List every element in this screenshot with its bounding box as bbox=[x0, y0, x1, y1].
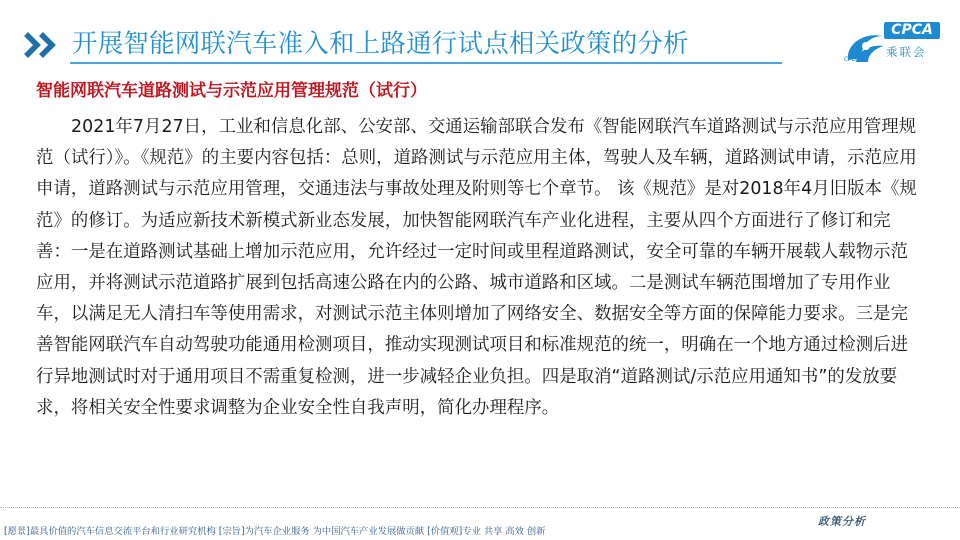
title-underline bbox=[70, 62, 782, 64]
page-title: 开展智能网联汽车准入和上路通行试点相关政策的分析 bbox=[72, 29, 689, 59]
logo-text: CPCA bbox=[884, 22, 940, 39]
logo-cn: 乘联会 bbox=[886, 45, 927, 59]
section-subtitle: 智能网联汽车道路测试与示范应用管理规范（试行） bbox=[36, 81, 427, 101]
footer-section-tag: 政策分析 bbox=[818, 515, 866, 528]
logo-small: CPDA bbox=[844, 56, 861, 63]
body-paragraph: 2021年7月27日，工业和信息化部、公安部、交通运输部联合发布《智能网联汽车道路测试与示范应用管理规范（试行）》。《规范》的主要内容包括：总则，道路测试与示范应用主体，驾驶人及车辆，道路测试申请，示范应用申请，道路测试与示范应用管理，交通违法与事故处理及附则等七个章节。 该《规范》是对2018年4月旧版本《规范》的修订。为适应新技术新模式新业态发展，加快智能网联汽车产业化进程，主要从四个方面进行了修订和完善：一是在道路测试基础上增加示范应用，允许经过一定时间或里程道路测试，安全可靠的车辆开展载人载物示范应用，并将测试示范道路扩展到包括高速公路在内的公路、城市道路和区域。二是测试车辆范围增加了专用作业车，以满足无人清扫车等使用需求，对测试示范主体则增加了网络安全、数据安全等方面的保障能力要求。三是完善智能网联汽车自动驾驶功能通用检测项目，推动实现测试项目和标准规范的统一，明确在一个地方通过检测后进行异地测试时对于通用项目不需重复检测，进一步减轻企业负担。四是取消“道路测试/示范应用通知书”的发放要求，将相关安全性要求调整为企业安全性自我声明，简化办理程序。 bbox=[36, 117, 917, 418]
footer-mission-text: [愿景]最具价值的汽车信息交流平台和行业研究机构 [宗旨]为汽车企业服务 为中国汽车产业发展做贡献 [价值观]专业 共享 高效 创新 bbox=[4, 526, 546, 537]
footer-divider bbox=[0, 507, 960, 508]
double-chevron-icon bbox=[22, 30, 66, 60]
